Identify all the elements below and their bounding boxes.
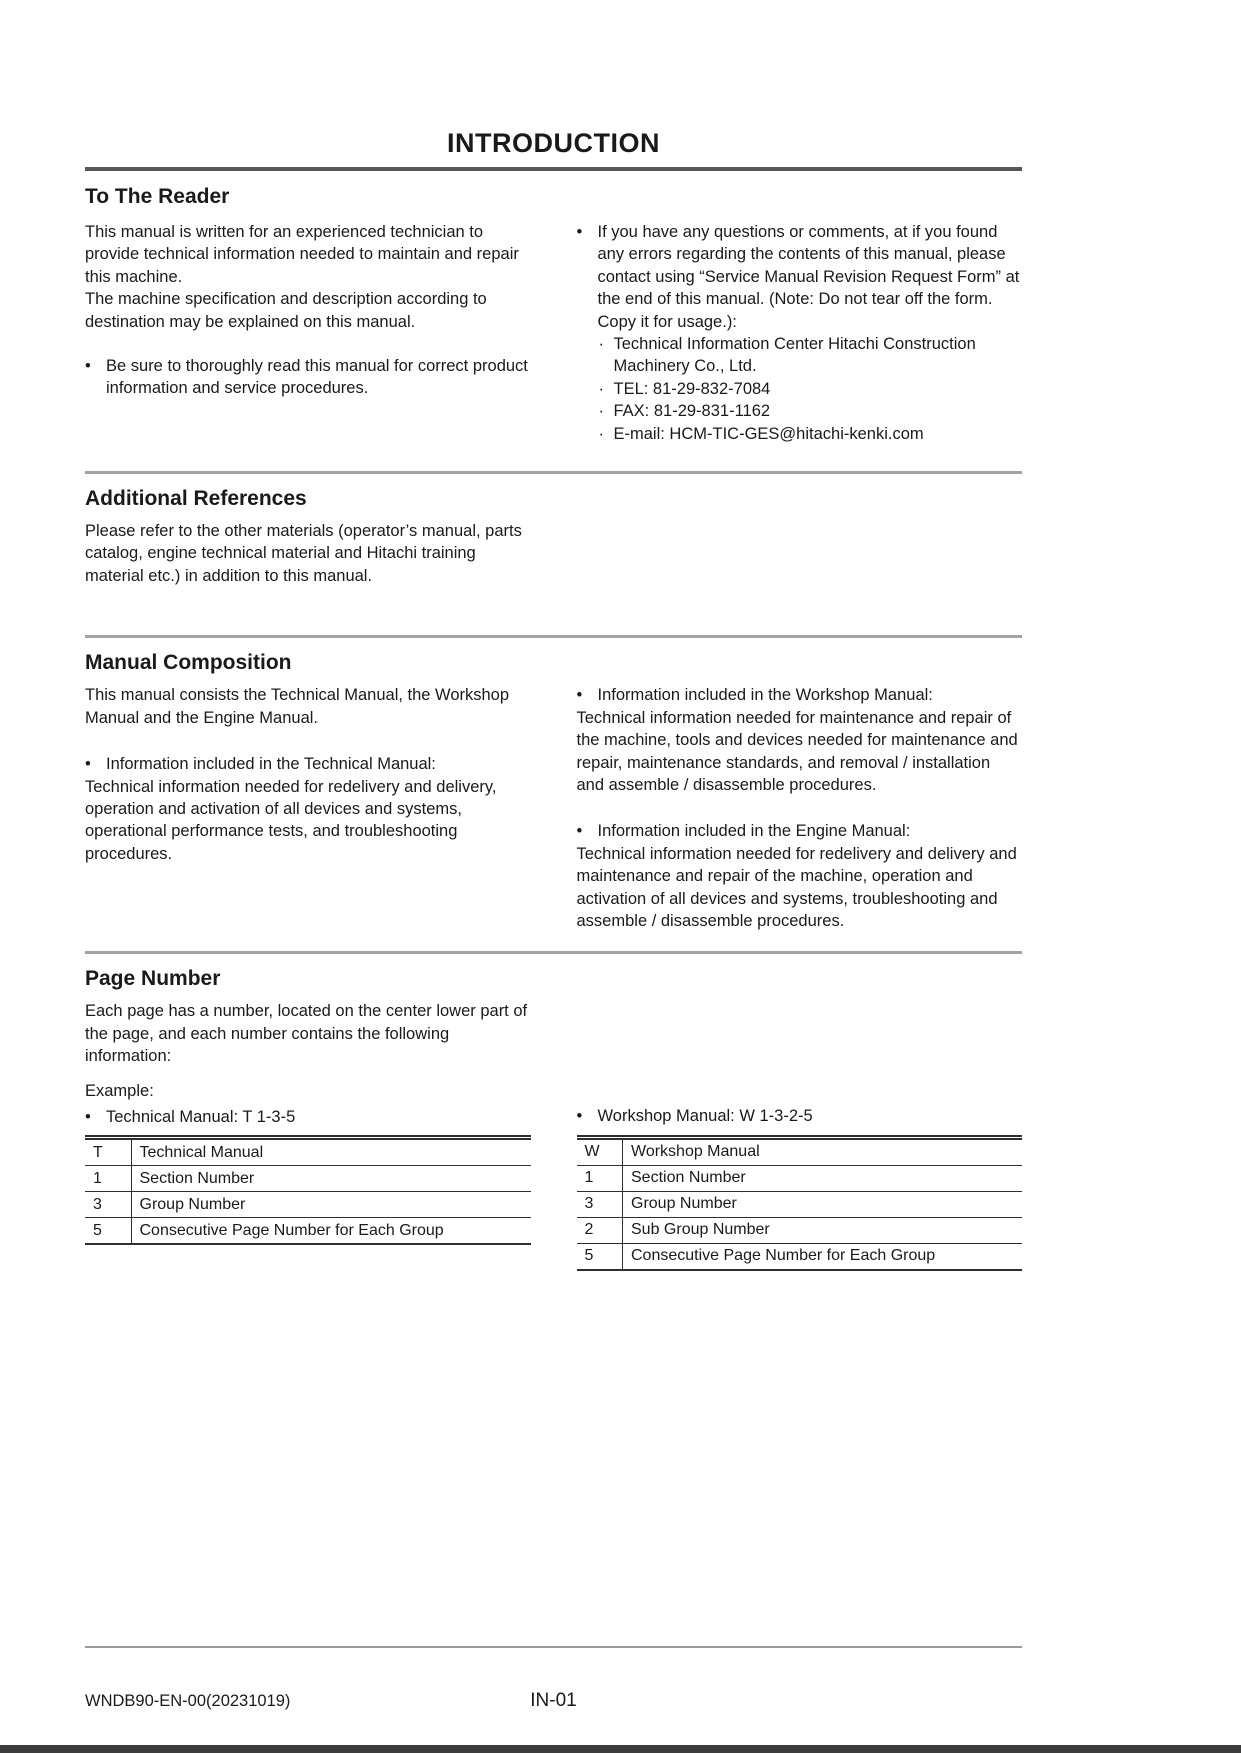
bullet-item [577,221,1023,333]
bullet-text: Information included in the Technical Manual: [106,755,436,774]
table-cell-code: 5 [85,1218,131,1245]
contact-text: FAX: 81-29-831-1162 [613,402,771,421]
list-item [599,400,1023,422]
page-number-columns [85,1000,1022,1270]
manual-composition-columns [85,684,1022,932]
bullet-icon: • [85,357,91,376]
table-row [577,1137,1023,1165]
page-footer [85,1646,1022,1711]
contact-text: TEL: 81-29-832-7084 [613,379,771,398]
section-manual-composition [85,650,1022,932]
document-code: WNDB90-EN-00(20231019) [85,1692,291,1710]
table-cell-code: 3 [85,1192,131,1218]
table-cell-code: 1 [577,1165,623,1191]
table-cell-label: Consecutive Page Number for Each Group [131,1218,531,1245]
to-the-reader-columns [85,221,1022,445]
paragraph: This manual is written for an experienced technician to provide technical information needed to maintain and repair this machine. [85,223,519,286]
bullet-icon: • [576,686,583,705]
footer-row [85,1692,1022,1711]
paragraph: Technical information needed for redelivery and delivery, operation and activation of all devices and systems, operational performance tests, and troubleshooting procedures. [85,777,497,863]
table-cell-label: Group Number [131,1192,531,1218]
table-cell-label: Group Number [623,1191,1023,1217]
bullet-icon: • [85,1107,91,1126]
section-heading-additional-references: Additional References [85,487,307,511]
bullet-item [85,1106,531,1128]
contact-text: E-mail: HCM-TIC-GES@hitachi-kenki.com [613,424,924,443]
section-to-the-reader [85,184,1022,445]
section-heading-manual-composition: Manual Composition [85,651,292,675]
section-additional-references [85,486,1022,587]
bullet-text: If you have any questions or comments, at if you found any errors regarding the contents of this manual, please contact using “Service Manual Revision Request Form” at the end of this manual. (Note: Do not tear off the form. Copy it for usage.): [597,223,1020,331]
table-cell-label: Section Number [623,1165,1023,1191]
additional-references-left-column [85,520,531,587]
page-bottom-bar [0,1745,1241,1753]
table-row [85,1138,531,1166]
table-cell-code: 3 [577,1191,623,1217]
page-number-left-column [85,1000,531,1270]
footer-rule [85,1646,1022,1648]
table-row [85,1192,531,1218]
table-cell-label: Workshop Manual [623,1137,1023,1165]
contact-text: Technical Information Center Hitachi Construction Machinery Co., Ltd. [613,335,976,376]
table-row [85,1218,531,1245]
additional-references-right-column [577,520,1023,587]
section-heading-page-number: Page Number [85,967,221,991]
table-cell-label: Technical Manual [131,1138,531,1166]
bullet-item [577,820,1023,842]
paragraph: This manual consists the Technical Manual, the Workshop Manual and the Engine Manual. [85,686,510,727]
sub-bullet-icon: · [598,335,604,354]
sub-bullet-icon: · [598,379,604,398]
bullet-icon: • [576,1107,583,1126]
bullet-text: Workshop Manual: W 1-3-2-5 [597,1107,813,1126]
table-cell-code: 1 [85,1166,131,1192]
section-page-number [85,966,1022,1270]
table-row [577,1191,1023,1217]
paragraph: The machine specification and description according to destination may be explained on this manual. [85,290,487,331]
bullet-text: Be sure to thoroughly read this manual for correct product information and service procedures. [106,357,528,398]
page-title: INTRODUCTION [447,128,660,158]
paragraph: Technical information needed for maintenance and repair of the machine, tools and devices needed for maintenance and repair, maintenance standards, and removal / installation and assemble / disassemble procedures. [576,708,1018,794]
bullet-text: Information included in the Engine Manual: [597,822,911,841]
list-item [599,423,1023,445]
sub-bullet-icon: · [598,424,604,443]
table-cell-code: 2 [577,1217,623,1243]
section-divider [85,471,1022,474]
table-cell-label: Section Number [131,1166,531,1192]
list-item [599,378,1023,400]
bullet-icon: • [576,223,583,241]
table-row [577,1217,1023,1243]
table-row [577,1243,1023,1270]
paragraph: Technical information needed for redelivery and delivery and maintenance and repair of the machine, operation and activation of all devices and systems, troubleshooting and assemble / disassemble procedures. [576,844,1017,930]
table-cell-code: W [577,1137,623,1165]
bullet-icon: • [85,755,91,774]
bullet-item [577,1105,1023,1127]
table-row [85,1166,531,1192]
to-the-reader-right-column [577,221,1023,445]
technical-page-number-table [85,1135,531,1245]
table-cell-code: T [85,1138,131,1166]
table-cell-label: Consecutive Page Number for Each Group [623,1243,1023,1270]
paragraph: Each page has a number, located on the center lower part of the page, and each number contains the following information: [85,1002,528,1066]
page-content [85,0,1022,1271]
bullet-icon: • [576,822,583,841]
bullet-item [577,684,1023,706]
section-divider [85,951,1022,954]
example-label: Example: [85,1081,154,1100]
additional-references-columns [85,520,1022,587]
section-divider [85,635,1022,638]
bullet-item [85,355,531,400]
bullet-text: Technical Manual: T 1-3-5 [106,1107,296,1126]
footer-page-number: IN-01 [530,1690,577,1711]
page-number-right-column [577,1000,1023,1270]
bullet-item [85,753,531,775]
sub-bullet-icon: · [598,402,604,421]
to-the-reader-left-column [85,221,531,445]
contact-list [599,333,1023,445]
manual-composition-left-column [85,684,531,932]
table-cell-label: Sub Group Number [623,1217,1023,1243]
workshop-page-number-table [577,1135,1023,1271]
table-cell-code: 5 [577,1243,623,1270]
table-row [577,1165,1023,1191]
section-heading-to-the-reader: To The Reader [85,185,230,208]
bullet-text: Information included in the Workshop Manual: [597,686,933,705]
title-rule [85,167,1022,171]
list-item [599,333,1023,378]
manual-composition-right-column [577,684,1023,932]
paragraph: Please refer to the other materials (operator’s manual, parts catalog, engine technical material and Hitachi training material etc.) in addition to this manual. [85,522,522,585]
